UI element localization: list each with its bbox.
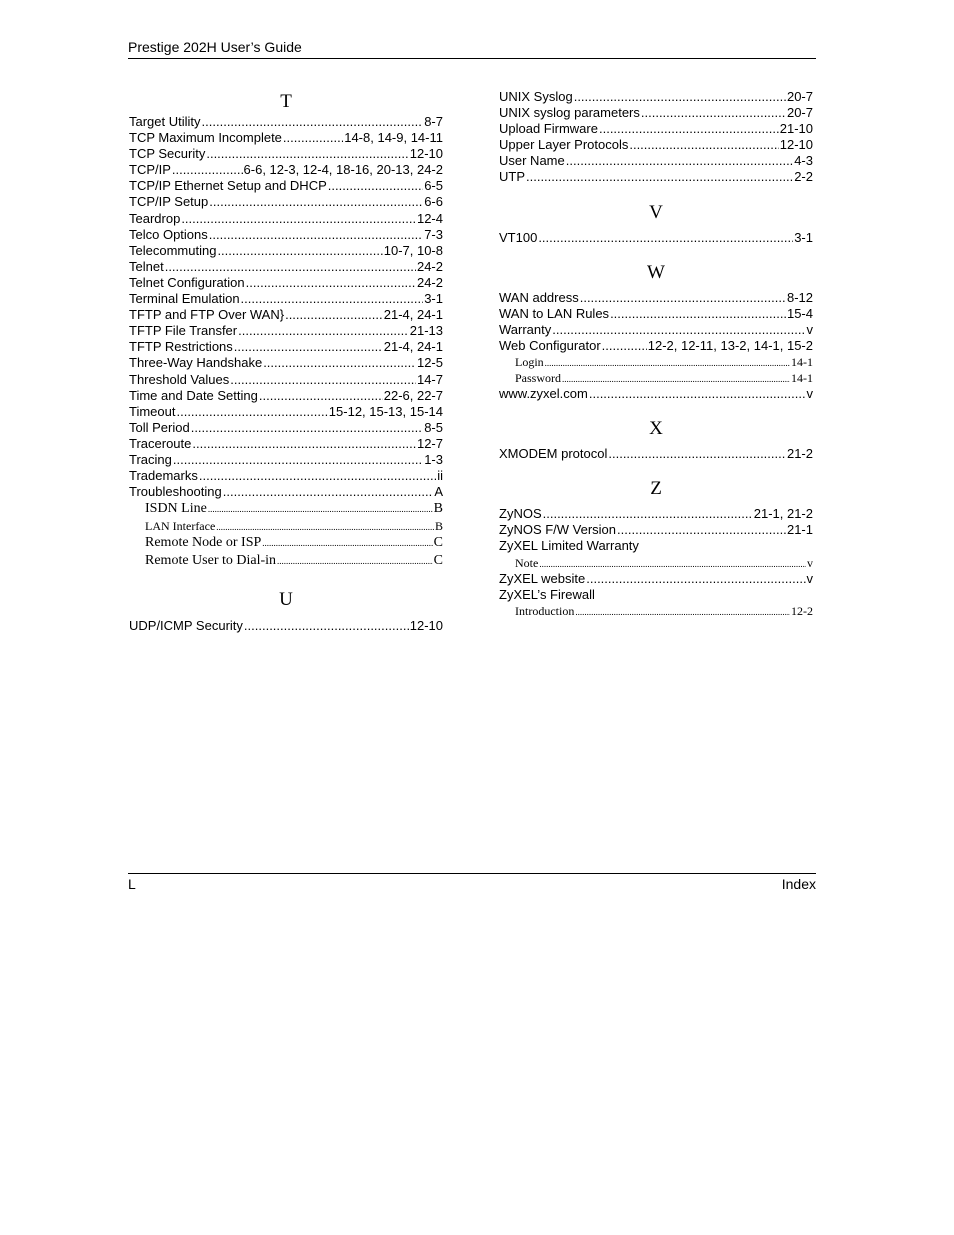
index-entry bbox=[129, 114, 443, 130]
index-entry bbox=[129, 307, 443, 323]
index-pages: 3-1 bbox=[424, 291, 443, 307]
index-entry bbox=[499, 105, 813, 121]
index-entry bbox=[499, 571, 813, 587]
index-term: Login bbox=[515, 355, 544, 370]
dot-leader bbox=[539, 555, 806, 571]
index-term: Telecommuting bbox=[129, 242, 217, 258]
dot-leader bbox=[552, 322, 805, 338]
index-subentry bbox=[499, 354, 813, 370]
section-z-subentries-1 bbox=[499, 555, 813, 571]
index-term: Three-Way Handshake bbox=[129, 355, 263, 371]
index-pages: 12-5 bbox=[416, 355, 443, 371]
index-pages: 21-1 bbox=[786, 522, 813, 538]
dot-leader bbox=[562, 370, 790, 386]
index-term: XMODEM protocol bbox=[499, 446, 608, 462]
index-term: Time and Date Setting bbox=[129, 387, 258, 403]
index-pages: 20-7 bbox=[786, 89, 813, 104]
index-term: Upload Firmware bbox=[499, 121, 598, 137]
index-entry bbox=[129, 227, 443, 243]
index-entry bbox=[129, 468, 443, 484]
index-pages: 8-12 bbox=[786, 289, 813, 305]
index-pages: v bbox=[806, 321, 813, 337]
index-entry bbox=[129, 355, 443, 371]
section-gap bbox=[499, 402, 813, 417]
footer-rule bbox=[128, 873, 816, 874]
index-term: User Name bbox=[499, 153, 565, 169]
index-term: Target Utility bbox=[129, 114, 201, 129]
dot-leader bbox=[526, 169, 793, 185]
index-term: Introduction bbox=[515, 603, 575, 618]
index-term: ZyXEL’s Firewall bbox=[499, 586, 595, 602]
index-term: Telnet Configuration bbox=[129, 274, 245, 290]
index-entry bbox=[129, 259, 443, 275]
index-term: Note bbox=[515, 555, 539, 570]
section-t-subentries bbox=[129, 500, 443, 570]
dot-leader bbox=[238, 323, 409, 339]
dot-leader bbox=[172, 162, 243, 178]
index-pages: 1-3 bbox=[424, 451, 443, 467]
index-entry bbox=[499, 137, 813, 153]
index-term: Remote User to Dial-in bbox=[145, 553, 277, 569]
index-term: Threshold Values bbox=[129, 371, 230, 387]
section-w-entries bbox=[499, 290, 813, 354]
dot-leader bbox=[283, 130, 343, 146]
section-gap bbox=[129, 570, 443, 588]
index-entry bbox=[129, 618, 443, 634]
dot-leader bbox=[277, 552, 433, 570]
dot-leader bbox=[566, 153, 793, 169]
index-subentry bbox=[129, 500, 443, 518]
index-pages: 12-7 bbox=[416, 435, 443, 451]
dot-leader bbox=[285, 307, 383, 323]
index-term: Password bbox=[515, 371, 562, 386]
index-pages: 21-4, 24-1 bbox=[383, 307, 443, 323]
index-term: Upper Layer Protocols bbox=[499, 137, 629, 153]
index-term: Tracing bbox=[129, 451, 172, 467]
index-pages: 21-1, 21-2 bbox=[753, 506, 813, 522]
index-pages: 12-10 bbox=[409, 618, 443, 634]
index-term: WAN to LAN Rules bbox=[499, 305, 610, 321]
dot-leader bbox=[173, 452, 423, 468]
index-subentry bbox=[129, 518, 443, 534]
index-pages: 24-2 bbox=[416, 258, 443, 274]
index-term: UNIX Syslog bbox=[499, 89, 573, 104]
index-entry bbox=[499, 153, 813, 169]
index-term: UTP bbox=[499, 169, 525, 185]
section-u-entries bbox=[129, 618, 443, 634]
index-pages: 6-6 bbox=[424, 194, 443, 210]
section-u-continued-entries bbox=[499, 89, 813, 186]
index-term: Telnet bbox=[129, 258, 164, 274]
index-pages: 12-4 bbox=[416, 210, 443, 226]
section-letter-z: Z bbox=[650, 478, 662, 500]
index-pages: 12-2, 12-11, 13-2, 14-1, 15-2 bbox=[647, 337, 813, 353]
index-term: VT100 bbox=[499, 229, 538, 245]
dot-leader bbox=[641, 105, 786, 121]
index-entry bbox=[499, 322, 813, 338]
index-pages: 14-1 bbox=[791, 355, 813, 370]
section-t-entries bbox=[129, 114, 443, 500]
index-subentry bbox=[129, 534, 443, 552]
index-term: ZyXEL Limited Warranty bbox=[499, 538, 639, 554]
section-gap bbox=[499, 186, 813, 201]
dot-leader bbox=[610, 306, 786, 322]
index-entry bbox=[129, 211, 443, 227]
index-subentry bbox=[129, 552, 443, 570]
index-subentry bbox=[499, 370, 813, 386]
index-term: Timeout bbox=[129, 403, 176, 419]
footer-left-label: L bbox=[128, 876, 136, 892]
index-entry bbox=[499, 338, 813, 354]
index-pages: 8-5 bbox=[424, 419, 443, 435]
header-rule bbox=[128, 58, 816, 59]
index-entry bbox=[499, 121, 813, 137]
section-z-entries bbox=[499, 506, 813, 554]
dot-leader bbox=[246, 275, 416, 291]
section-letter-w: W bbox=[647, 261, 665, 283]
dot-leader bbox=[629, 137, 778, 153]
index-term: Warranty bbox=[499, 321, 552, 337]
index-term: TFTP Restrictions bbox=[129, 339, 233, 355]
dot-leader bbox=[574, 89, 786, 105]
index-entry bbox=[499, 522, 813, 538]
index-term: Trademarks bbox=[129, 468, 198, 484]
index-pages: B bbox=[434, 519, 443, 534]
index-pages: v bbox=[806, 570, 813, 586]
index-entry bbox=[499, 446, 813, 462]
index-pages: 4-3 bbox=[794, 153, 813, 169]
section-v-entries bbox=[499, 230, 813, 246]
index-pages: C bbox=[433, 553, 443, 569]
index-subentry bbox=[499, 555, 813, 571]
index-pages: v bbox=[806, 386, 813, 402]
index-pages: 10-7, 10-8 bbox=[383, 242, 443, 258]
index-entry bbox=[129, 372, 443, 388]
index-entry bbox=[499, 169, 813, 185]
section-letter-t: T bbox=[280, 91, 292, 112]
index-pages: 12-10 bbox=[779, 137, 813, 153]
section-gap bbox=[499, 246, 813, 261]
index-entry bbox=[499, 89, 813, 105]
index-term: ZyNOS F/W Version bbox=[499, 522, 617, 538]
index-pages: 6-6, 12-3, 12-4, 18-16, 20-13, 24-2 bbox=[243, 162, 443, 178]
index-entry bbox=[129, 339, 443, 355]
index-pages: 15-4 bbox=[786, 305, 813, 321]
dot-leader bbox=[223, 484, 434, 500]
index-entry bbox=[129, 194, 443, 210]
index-pages: 12-2 bbox=[791, 603, 813, 618]
dot-leader bbox=[209, 194, 423, 210]
index-term: Traceroute bbox=[129, 435, 192, 451]
dot-leader bbox=[165, 259, 416, 275]
index-term: Teardrop bbox=[129, 210, 181, 226]
index-term: TCP/IP bbox=[129, 162, 171, 178]
index-pages: B bbox=[433, 501, 443, 517]
dot-leader bbox=[216, 518, 434, 534]
index-entry bbox=[499, 306, 813, 322]
dot-leader bbox=[602, 338, 647, 354]
index-pages: 7-3 bbox=[424, 226, 443, 242]
dot-leader bbox=[263, 355, 416, 371]
dot-leader bbox=[209, 227, 423, 243]
dot-leader bbox=[589, 386, 806, 402]
index-entry bbox=[499, 290, 813, 306]
section-gap bbox=[499, 462, 813, 477]
index-pages: v bbox=[807, 555, 813, 570]
index-entry bbox=[129, 162, 443, 178]
index-term: ZyNOS bbox=[499, 506, 542, 522]
footer-right-label: Index bbox=[781, 876, 816, 892]
index-entry bbox=[129, 436, 443, 452]
index-pages: 24-2 bbox=[416, 274, 443, 290]
index-pages: 20-7 bbox=[786, 105, 813, 121]
index-pages: ii bbox=[437, 468, 443, 484]
index-term: Web Configurator bbox=[499, 337, 601, 353]
dot-leader bbox=[543, 506, 753, 522]
index-pages: 15-12, 15-13, 15-14 bbox=[328, 403, 443, 419]
index-term: UDP/ICMP Security bbox=[129, 618, 243, 634]
index-term: www.zyxel.com bbox=[499, 386, 588, 402]
index-pages: 21-2 bbox=[786, 446, 813, 462]
index-pages: 8-7 bbox=[424, 114, 443, 129]
index-term: WAN address bbox=[499, 289, 579, 305]
dot-leader bbox=[538, 230, 793, 246]
index-column-right bbox=[499, 89, 813, 619]
index-term: TCP/IP Setup bbox=[129, 194, 209, 210]
index-entry bbox=[499, 506, 813, 522]
dot-leader bbox=[202, 114, 424, 130]
index-subentry bbox=[499, 603, 813, 619]
index-term: TCP Maximum Incomplete bbox=[129, 130, 282, 146]
index-term: Terminal Emulation bbox=[129, 291, 240, 307]
index-entry bbox=[129, 243, 443, 259]
index-term: Remote Node or ISP bbox=[145, 535, 262, 551]
dot-leader bbox=[206, 146, 408, 162]
dot-leader bbox=[244, 618, 409, 634]
index-term: Toll Period bbox=[129, 419, 190, 435]
dot-leader bbox=[575, 603, 790, 619]
index-entry bbox=[129, 275, 443, 291]
dot-leader bbox=[208, 500, 433, 518]
dot-leader bbox=[234, 339, 383, 355]
index-pages: 22-6, 22-7 bbox=[383, 387, 443, 403]
dot-leader bbox=[192, 436, 416, 452]
index-entry bbox=[129, 484, 443, 500]
dot-leader bbox=[262, 534, 432, 552]
index-entry bbox=[129, 323, 443, 339]
index-entry bbox=[129, 146, 443, 162]
section-w-entries-after bbox=[499, 386, 813, 402]
index-term: TCP Security bbox=[129, 146, 206, 162]
section-letter-v: V bbox=[649, 201, 663, 223]
index-pages: 6-5 bbox=[424, 178, 443, 194]
dot-leader bbox=[599, 121, 779, 137]
index-column-left bbox=[129, 90, 443, 634]
dot-leader bbox=[241, 291, 424, 307]
dot-leader bbox=[586, 571, 805, 587]
index-entry bbox=[129, 404, 443, 420]
section-letter-x: X bbox=[649, 418, 663, 440]
index-term: ZyXEL website bbox=[499, 570, 586, 586]
dot-leader bbox=[199, 468, 436, 484]
dot-leader bbox=[176, 404, 327, 420]
index-pages: 21-13 bbox=[409, 323, 443, 339]
index-term: ISDN Line bbox=[145, 501, 207, 517]
dot-leader bbox=[328, 178, 423, 194]
index-term: Troubleshooting bbox=[129, 484, 222, 500]
index-pages: 21-4, 24-1 bbox=[383, 339, 443, 355]
dot-leader bbox=[230, 372, 416, 388]
index-entry bbox=[129, 452, 443, 468]
index-entry bbox=[499, 587, 813, 603]
dot-leader bbox=[608, 446, 786, 462]
index-entry bbox=[129, 178, 443, 194]
index-entry bbox=[499, 538, 813, 554]
index-entry bbox=[499, 230, 813, 246]
index-pages: 14-8, 14-9, 14-11 bbox=[344, 130, 443, 146]
index-pages: 3-1 bbox=[794, 229, 813, 245]
section-x-entries bbox=[499, 446, 813, 462]
index-pages: 12-10 bbox=[409, 146, 443, 162]
dot-leader bbox=[217, 243, 382, 259]
index-entry bbox=[499, 386, 813, 402]
section-z-entries-mid bbox=[499, 571, 813, 603]
index-term: TFTP File Transfer bbox=[129, 323, 238, 339]
section-letter-u: U bbox=[279, 589, 293, 611]
index-term: TCP/IP Ethernet Setup and DHCP bbox=[129, 178, 327, 194]
index-term: TFTP and FTP Over WAN} bbox=[129, 307, 285, 323]
index-entry bbox=[129, 291, 443, 307]
index-term: Telco Options bbox=[129, 226, 208, 242]
dot-leader bbox=[617, 522, 786, 538]
dot-leader bbox=[259, 388, 383, 404]
index-term: UNIX syslog parameters bbox=[499, 105, 640, 121]
dot-leader bbox=[181, 211, 416, 227]
index-term: LAN Interface bbox=[145, 519, 216, 534]
index-pages: 14-1 bbox=[791, 371, 813, 386]
index-entry bbox=[129, 388, 443, 404]
section-z-subentries-2 bbox=[499, 603, 813, 619]
section-w-subentries bbox=[499, 354, 813, 386]
index-pages: 14-7 bbox=[416, 371, 443, 387]
index-pages: 2-2 bbox=[794, 169, 813, 185]
dot-leader bbox=[191, 420, 424, 436]
dot-leader bbox=[580, 290, 786, 306]
index-pages: C bbox=[433, 535, 443, 551]
dot-leader bbox=[545, 354, 790, 370]
index-pages: A bbox=[434, 484, 443, 500]
page-header: Prestige 202H User’s Guide bbox=[128, 39, 302, 55]
index-pages: 21-10 bbox=[779, 121, 813, 137]
index-entry bbox=[129, 130, 443, 146]
index-entry bbox=[129, 420, 443, 436]
